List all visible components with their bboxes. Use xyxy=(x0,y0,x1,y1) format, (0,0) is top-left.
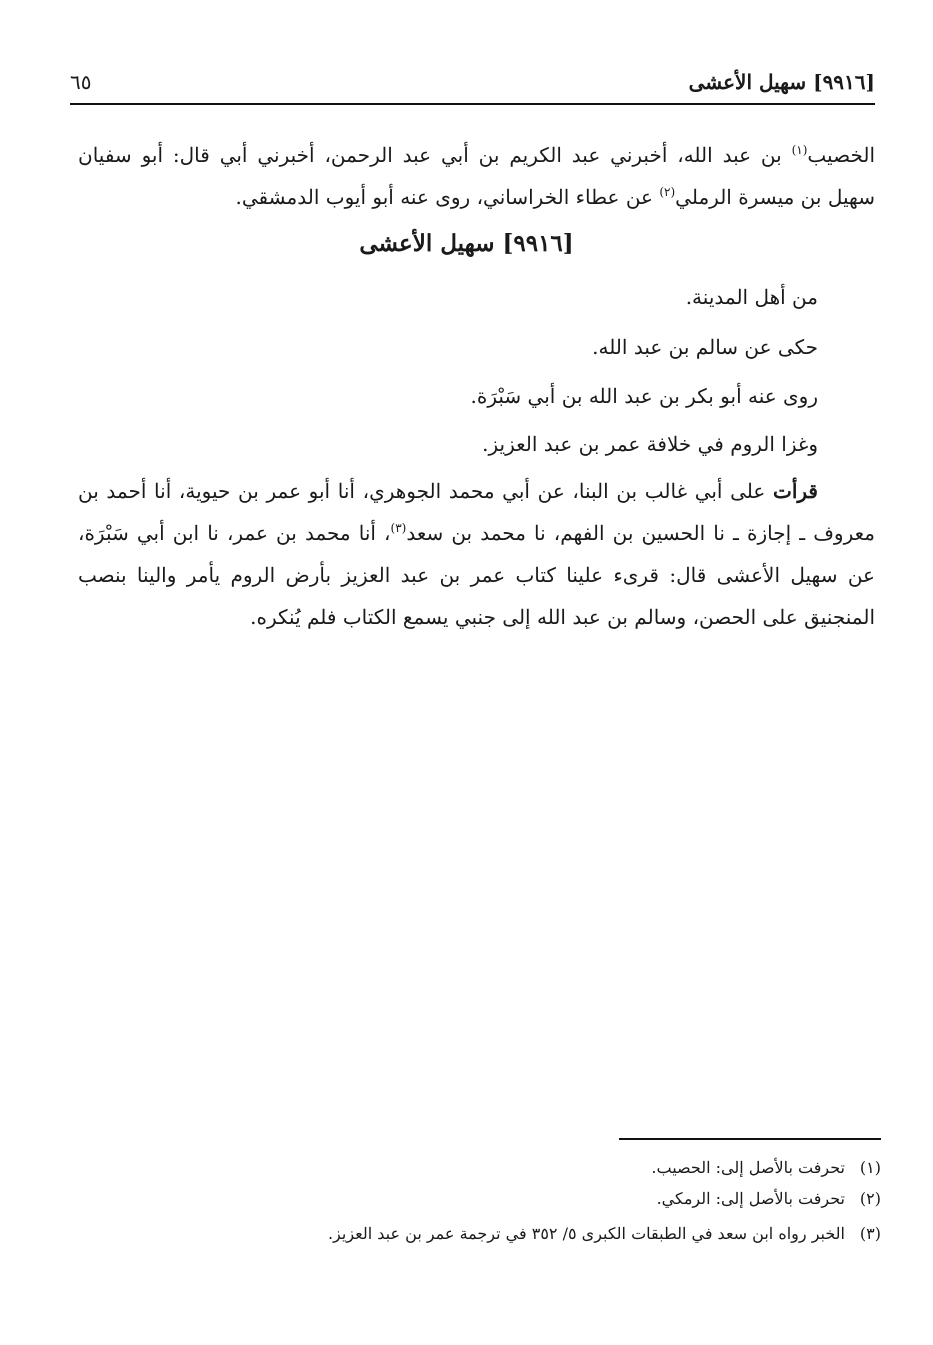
entry-line-campaign: وغزا الروم في خلافة عمر بن عبد العزيز. xyxy=(482,432,818,456)
paragraph-text: ، أنا محمد بن عمر، نا ابن أبي سَبْرَة، عن سهيل الأعشى قال: قرىء علينا كتاب عمر بن عبد العزيز بأرض الروم يأمر والينا بنصب المنجنيق على الحصن، وسالم بن عبد الله إلى جنبي يسمع الكتاب فلم يُنكره. xyxy=(78,521,875,629)
isnad-paragraph xyxy=(78,470,875,638)
footnote-1 xyxy=(651,1155,881,1181)
footnote-text: تحرفت بالأصل إلى: الحصيب. xyxy=(651,1158,845,1177)
footnote-number: (١) xyxy=(859,1158,881,1177)
paragraph-text: بن عبد الله، أخبرني عبد الكريم بن أبي عبد الرحمن، أخبرني أبي قال: أبو سفيان سهيل بن ميسرة الرملي xyxy=(78,143,875,209)
footnote-ref-3: (٣) xyxy=(390,521,407,535)
footnote-text: تحرفت بالأصل إلى: الرمكي. xyxy=(656,1189,845,1208)
opening-paragraph xyxy=(78,134,875,218)
paragraph-text: الخصيب xyxy=(807,143,875,167)
entry-line-narrated-from: حكى عن سالم بن عبد الله. xyxy=(592,335,818,359)
running-header xyxy=(70,70,875,100)
paragraph-text: عن عطاء الخراساني، روى عنه أبو أيوب الدمشقي. xyxy=(235,185,660,209)
running-header-title: [٩٩١٦] سهيل الأعشى xyxy=(688,70,875,94)
entry-title: [٩٩١٦] سهيل الأعشى xyxy=(359,230,574,257)
entry-line-origin: من أهل المدينة. xyxy=(685,285,818,309)
paragraph-text: على أبي غالب بن البنا، عن أبي محمد الجوهري، أنا أبو عمر بن حيوية، أنا أحمد بن معروف ـ إجازة ـ نا الحسين بن الفهم، نا محمد بن سعد xyxy=(78,479,875,545)
page-number: ٦٥ xyxy=(70,70,92,94)
footnote-ref-1: (١) xyxy=(791,143,808,157)
footnote-ref-2: (٢) xyxy=(659,185,676,199)
footnote-3 xyxy=(328,1221,881,1247)
footnote-rule xyxy=(619,1138,881,1140)
footnote-text: الخبر رواه ابن سعد في الطبقات الكبرى ٥/ ٣٥٢ في ترجمة عمر بن عبد العزيز. xyxy=(327,1224,845,1243)
entry-line-narrated-by: روى عنه أبو بكر بن عبد الله بن أبي سَبْرَة. xyxy=(470,384,818,408)
footnote-number: (٢) xyxy=(859,1189,881,1208)
footnote-2 xyxy=(657,1186,881,1212)
isnad-lead-word: قرأت xyxy=(773,479,818,503)
footnote-number: (٣) xyxy=(859,1224,881,1243)
header-rule xyxy=(70,103,875,105)
